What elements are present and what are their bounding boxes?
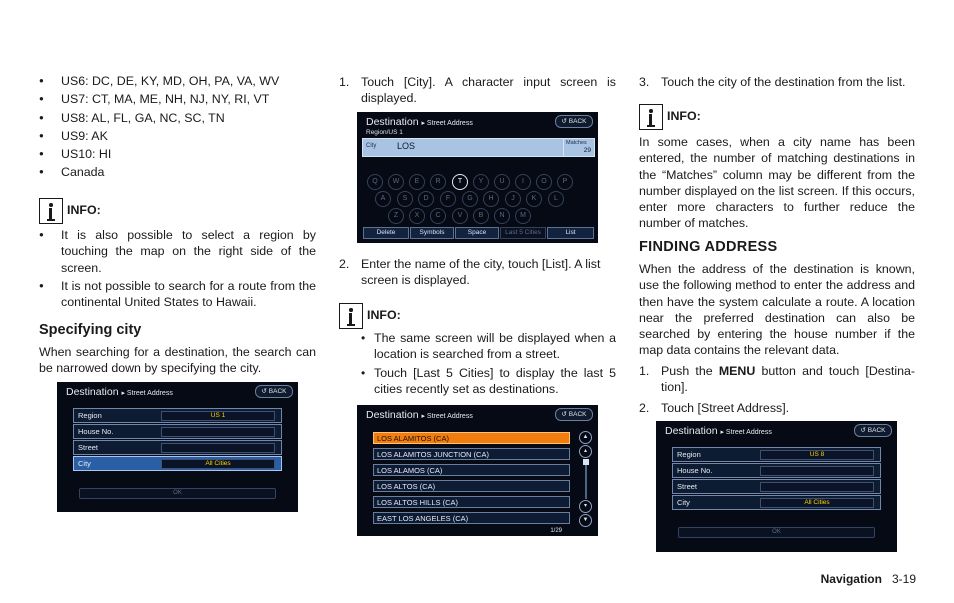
key-y[interactable]: Y: [473, 174, 489, 190]
key-d[interactable]: D: [418, 191, 434, 207]
page-up-icon[interactable]: ▲: [579, 431, 592, 444]
key-w[interactable]: W: [388, 174, 404, 190]
region-label: Region/US 1: [366, 129, 403, 136]
intro-paragraph: When the address of the destination is known, use the following method to enter the address and then have the system calculate a route. A location near the preferred destination can also be searched by entering the house number if the map data contains the relevant data.: [639, 262, 915, 358]
key-l[interactable]: L: [548, 191, 564, 207]
page-number: 3-19: [891, 572, 916, 586]
menu-row-house-no[interactable]: House No.: [672, 463, 881, 478]
step-3: 3. Touch the city of the destination from the list.: [639, 75, 906, 89]
key-f[interactable]: F: [440, 191, 456, 207]
list-item: ● US9: AK: [39, 128, 316, 144]
menu-row-city[interactable]: City All Cities: [73, 456, 282, 471]
key-c[interactable]: C: [430, 208, 446, 224]
scrollbar-track[interactable]: [585, 459, 587, 499]
info-heading: [39, 198, 101, 224]
space-button[interactable]: Space: [455, 227, 499, 239]
info-label: INFO:: [67, 203, 101, 217]
screen-character-input: [357, 112, 598, 243]
info-icon: [639, 104, 663, 130]
list-button[interactable]: List: [547, 227, 594, 239]
matches-box: Matches 29: [563, 138, 595, 157]
key-q[interactable]: Q: [367, 174, 383, 190]
symbols-button[interactable]: Symbols: [410, 227, 454, 239]
menu-button-ref: MENU: [718, 364, 756, 378]
city-input-field[interactable]: City LOS: [362, 138, 564, 157]
list-item: • Touch [Last 5 Cities] to display the last 5 cities recently set as destinations.: [357, 365, 616, 398]
key-p[interactable]: P: [557, 174, 573, 190]
screen-city-list: [357, 405, 598, 536]
step-2: 2. Enter the name of the city, touch [List]. A list screen is displayed.: [339, 257, 601, 288]
key-v[interactable]: V: [452, 208, 468, 224]
info-list: [39, 227, 316, 312]
back-button[interactable]: ↺ BACK: [255, 385, 293, 398]
list-item: ● Canada: [39, 164, 316, 180]
page-indicator: 1/29: [550, 528, 562, 534]
screen-destination-menu-2: [656, 421, 897, 552]
list-item[interactable]: LOS ALAMITOS JUNCTION (CA): [373, 448, 570, 460]
key-i[interactable]: I: [515, 174, 531, 190]
list-item: ● US6: DC, DE, KY, MD, OH, PA, VA, WV: [39, 73, 316, 89]
screen-title: Destination ▸ Street Address: [665, 425, 772, 437]
intro-paragraph: When searching for a destination, the search can be narrowed down by specifying the city.: [39, 345, 316, 376]
list-item[interactable]: LOS ALAMITOS (CA): [373, 432, 570, 444]
info-heading: [639, 104, 701, 130]
last-5-cities-button[interactable]: Last 5 Cities: [500, 227, 546, 239]
back-button[interactable]: ↺ BACK: [555, 408, 593, 421]
scroll-down-icon[interactable]: ▾: [579, 500, 592, 513]
section-heading: Specifying city: [39, 322, 142, 338]
step-1: 1. Push the MENU button and touch [Destina-tion].: [639, 364, 915, 395]
section-heading: FINDING ADDRESS: [639, 239, 778, 255]
step-2: 2. Touch [Street Address].: [639, 401, 790, 415]
list-item: ● US7: CT, MA, ME, NH, NJ, NY, RI, VT: [39, 91, 316, 107]
key-o[interactable]: O: [536, 174, 552, 190]
key-u[interactable]: U: [494, 174, 510, 190]
info-label: INFO:: [367, 308, 401, 322]
page-down-icon[interactable]: ▼: [579, 514, 592, 527]
city-input-value: LOS: [397, 141, 416, 151]
list-item: ● US10: HI: [39, 146, 316, 162]
ok-button[interactable]: OK: [678, 527, 875, 538]
key-z[interactable]: Z: [388, 208, 404, 224]
info-paragraph: In some cases, when a city name has been entered, the number of matching destinations in the “Matches” column may be different from the number displayed on the list screen. If this occurs, enter more characters to further reduce the number of matches.: [639, 135, 915, 231]
list-item[interactable]: EAST LOS ANGELES (CA): [373, 512, 570, 524]
key-t[interactable]: T: [452, 174, 468, 190]
menu-row-city[interactable]: City All Cities: [672, 495, 881, 510]
list-item: ● US8: AL, FL, GA, NC, SC, TN: [39, 110, 316, 126]
info-icon: [339, 303, 363, 329]
matches-count: 29: [583, 147, 591, 154]
page-footer: [821, 572, 916, 586]
list-item[interactable]: LOS ALTOS HILLS (CA): [373, 496, 570, 508]
key-e[interactable]: E: [409, 174, 425, 190]
scroll-up-icon[interactable]: ▴: [579, 445, 592, 458]
step-1: 1. Touch [City]. A character input screen is displayed.: [339, 75, 616, 106]
key-k[interactable]: K: [526, 191, 542, 207]
back-button[interactable]: ↺ BACK: [854, 424, 892, 437]
key-b[interactable]: B: [473, 208, 489, 224]
menu-row-house-no[interactable]: House No.: [73, 424, 282, 439]
scrollbar-thumb[interactable]: [583, 459, 589, 465]
list-item[interactable]: LOS ALAMOS (CA): [373, 464, 570, 476]
screen-title: Destination ▸ Street Address: [66, 386, 173, 398]
key-r[interactable]: R: [430, 174, 446, 190]
info-list: [357, 330, 616, 399]
menu-row-street[interactable]: Street: [672, 479, 881, 494]
key-a[interactable]: A: [375, 191, 391, 207]
menu-row-street[interactable]: Street: [73, 440, 282, 455]
screen-destination-menu: [57, 382, 298, 512]
key-n[interactable]: N: [494, 208, 510, 224]
ok-button[interactable]: OK: [79, 488, 276, 499]
delete-button[interactable]: Delete: [363, 227, 409, 239]
key-h[interactable]: H: [483, 191, 499, 207]
info-heading: [339, 303, 401, 329]
list-item: ● It is also possible to select a region by touching the map on the right side of the screen.: [39, 227, 316, 276]
region-list: [39, 73, 316, 183]
list-item: ● It is not possible to search for a route from the continental United States to Hawaii.: [39, 278, 316, 311]
key-x[interactable]: X: [409, 208, 425, 224]
screen-title: Destination ▸ Street Address: [366, 116, 473, 128]
screen-title: Destination ▸ Street Address: [366, 409, 473, 421]
key-s[interactable]: S: [397, 191, 413, 207]
key-j[interactable]: J: [505, 191, 521, 207]
menu-row-region[interactable]: Region US 8: [672, 447, 881, 462]
back-button[interactable]: ↺ BACK: [555, 115, 593, 128]
menu-row-region[interactable]: Region US 1: [73, 408, 282, 423]
key-g[interactable]: G: [462, 191, 478, 207]
footer-section: Navigation: [820, 572, 882, 586]
info-icon: [39, 198, 63, 224]
key-m[interactable]: M: [515, 208, 531, 224]
list-item[interactable]: LOS ALTOS (CA): [373, 480, 570, 492]
list-item: • The same screen will be displayed when a location is searched from a street.: [357, 330, 616, 363]
info-label: INFO:: [667, 109, 701, 123]
